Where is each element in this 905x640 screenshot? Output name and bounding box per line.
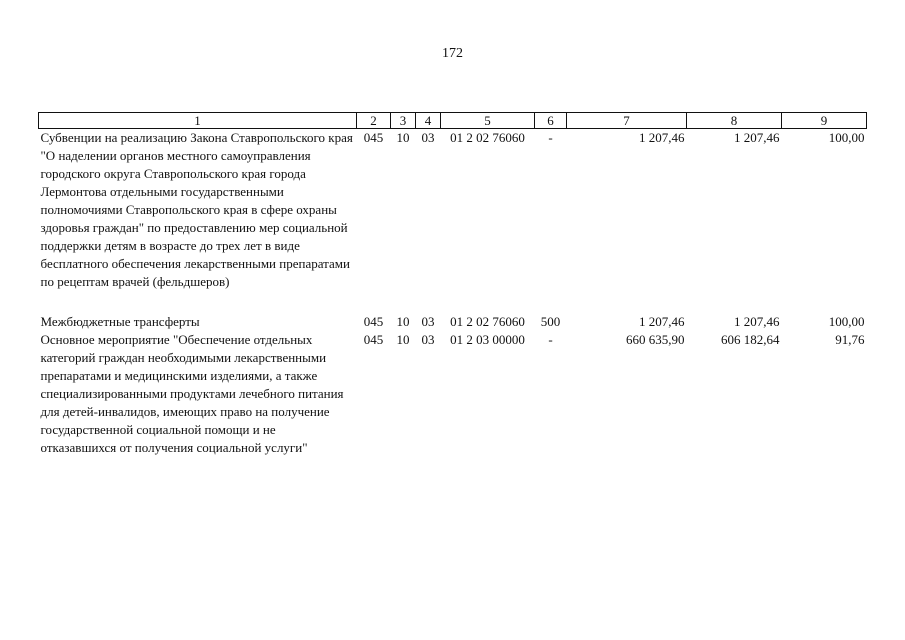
row-expense-type: - [548,332,553,347]
row-planned-amount: 1 207,46 [639,314,685,329]
row-subsection: 03 [421,130,435,145]
row-target-article: 01 2 03 00000 [450,332,525,347]
row-subsection: 03 [421,332,435,347]
row-actual-amount: 1 207,46 [734,314,780,329]
row-section: 10 [396,332,410,347]
row-percent: 100,00 [828,130,865,145]
column-header-9: 9 [782,113,867,129]
row-target-article: 01 2 02 76060 [450,130,525,145]
row-actual-amount: 1 207,46 [734,130,780,145]
row-section: 10 [396,314,410,329]
page-number: 172 [442,46,463,61]
row-expense-type: - [548,130,553,145]
row-percent: 91,76 [835,332,865,347]
row-expense-type: 500 [540,314,561,329]
row-section: 10 [396,130,410,145]
table-row [39,331,867,457]
row-name: Основное мероприятие "Обеспечение отдельных категорий граждан необходимыми лекарственными препаратами и медицинскими изделиями, а также специализированными продуктами лечебного питания для детей-инвалидов, имеющих право на получение государственной социальной помощи и не отказавшихся от получения социальной услуги" [40,332,344,455]
column-header-3: 3 [391,113,416,129]
row-subsection: 03 [421,314,435,329]
row-ministry-code: 045 [363,130,384,145]
row-percent: 100,00 [828,314,865,329]
table-row [39,313,867,331]
table-row [39,129,867,292]
row-target-article: 01 2 02 76060 [450,314,525,329]
row-actual-amount: 606 182,64 [721,332,780,347]
row-spacer [39,291,867,313]
column-header-8: 8 [687,113,782,129]
row-name: Субвенции на реализацию Закона Ставропольского края "О наделении органов местного самоуправления городского округа Ставропольского края города Лермонтова отдельными государственными полномочиями Ставропольского края в сфере охраны здоровья граждан" по предоставлению мер социальной поддержки детям в возрасте до трех лет в виде бесплатного обеспечения лекарственными препаратами по рецептам врачей (фельдшеров) [40,130,353,289]
column-header-4: 4 [416,113,441,129]
row-ministry-code: 045 [363,332,384,347]
table-header-row [39,113,867,129]
column-header-7: 7 [567,113,687,129]
column-header-5: 5 [441,113,535,129]
budget-table [38,112,867,457]
column-header-2: 2 [357,113,391,129]
column-header-1: 1 [39,113,357,129]
row-name: Межбюджетные трансферты [40,314,200,329]
row-planned-amount: 1 207,46 [639,130,685,145]
row-planned-amount: 660 635,90 [626,332,685,347]
row-ministry-code: 045 [363,314,384,329]
column-header-6: 6 [535,113,567,129]
